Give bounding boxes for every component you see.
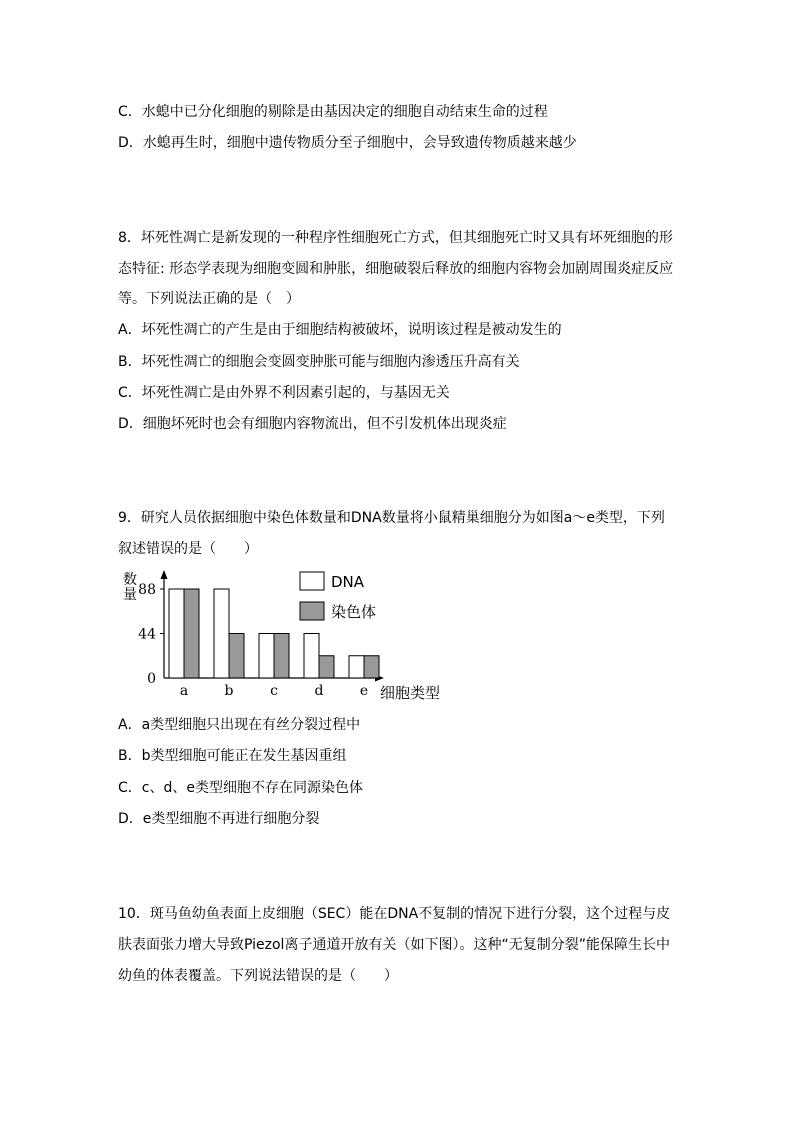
q9-option-d: D．e类型细胞不再进行细胞分裂 <box>118 811 320 827</box>
legend-swatch-dna <box>300 572 324 590</box>
q7-option-d: D．水螅再生时，细胞中遗传物质分至子细胞中，会导致遗传物质越来越少 <box>118 135 577 151</box>
q9-bar-chart <box>112 566 452 706</box>
bar-chromosome-b <box>229 634 244 679</box>
bar-chromosome-a <box>184 589 199 678</box>
y-axis-arrow <box>161 570 168 579</box>
q8-option-c: C．坏死性凋亡是由外界不利因素引起的，与基因无关 <box>118 385 450 401</box>
q9-stem-line2: 叙述错误的是（ ） <box>118 541 258 557</box>
bar-dna-a <box>169 589 184 678</box>
bar-dna-b <box>214 589 229 678</box>
q10-stem-line2: 肤表面张力增大导致Piezol离子通道开放有关（如下图）。这种“无复制分裂”能保障生长中 <box>118 937 670 953</box>
q10-stem-line1: 10．斑马鱼幼鱼表面上皮细胞（SEC）能在DNA不复制的情况下进行分裂，这个过程与皮 <box>118 906 671 922</box>
q9-stem-line1: 9．研究人员依据细胞中染色体数量和DNA数量将小鼠精巢细胞分为如图a～e类型，下列 <box>118 510 665 526</box>
legend-label-dna: DNA <box>331 573 365 591</box>
q7-option-c: C．水螅中已分化细胞的剔除是由基因决定的细胞自动结束生命的过程 <box>118 104 548 120</box>
legend-swatch-chromosome <box>300 602 324 620</box>
bar-chromosome-e <box>364 656 379 678</box>
x-tick-label: b <box>224 683 234 699</box>
q8-option-b: B．坏死性凋亡的细胞会变圆变肿胀可能与细胞内渗透压升高有关 <box>118 354 520 370</box>
q8-stem-line1: 8．坏死性凋亡是新发现的一种程序性细胞死亡方式，但其细胞死亡时又具有坏死细胞的形 <box>118 230 673 246</box>
x-tick-label: d <box>314 683 324 699</box>
q9-option-a: A．a类型细胞只出现在有丝分裂过程中 <box>118 717 361 733</box>
bar-dna-c <box>259 634 274 679</box>
bar-dna-e <box>349 656 364 678</box>
x-tick-label: c <box>270 683 278 699</box>
x-axis-label: 细胞类型 <box>380 684 441 702</box>
q9-option-b: B．b类型细胞可能正在发生基因重组 <box>118 748 347 764</box>
q8-stem-line3: 等。下列说法正确的是（ ） <box>118 291 300 307</box>
y-tick-label: 88 <box>138 582 156 598</box>
x-tick-label: e <box>359 683 369 699</box>
q9-option-c: C．c、d、e类型细胞不存在同源染色体 <box>118 780 363 796</box>
legend-label-chromosome: 染色体 <box>331 603 377 621</box>
x-tick-label: a <box>179 683 189 699</box>
y-axis-label-char: 量 <box>123 587 137 603</box>
chart-svg <box>112 566 452 706</box>
q8-option-d: D．细胞坏死时也会有细胞内容物流出，但不引发机体出现炎症 <box>118 416 507 432</box>
y-tick-label: 44 <box>138 626 156 643</box>
q8-stem-line2: 态特征: 形态学表现为细胞变圆和肿胀，细胞破裂后释放的细胞内容物会加剧周围炎症反应 <box>118 261 674 277</box>
y-axis-label-char: 数 <box>123 572 137 588</box>
bar-chromosome-c <box>274 634 289 679</box>
q10-stem-line3: 幼鱼的体表覆盖。下列说法错误的是（ ） <box>118 968 398 984</box>
bar-dna-d <box>304 634 319 679</box>
q8-option-a: A．坏死性凋亡的产生是由于细胞结构被破坏，说明该过程是被动发生的 <box>118 322 562 338</box>
y-tick-label: 0 <box>147 671 156 687</box>
bar-chromosome-d <box>319 656 334 678</box>
